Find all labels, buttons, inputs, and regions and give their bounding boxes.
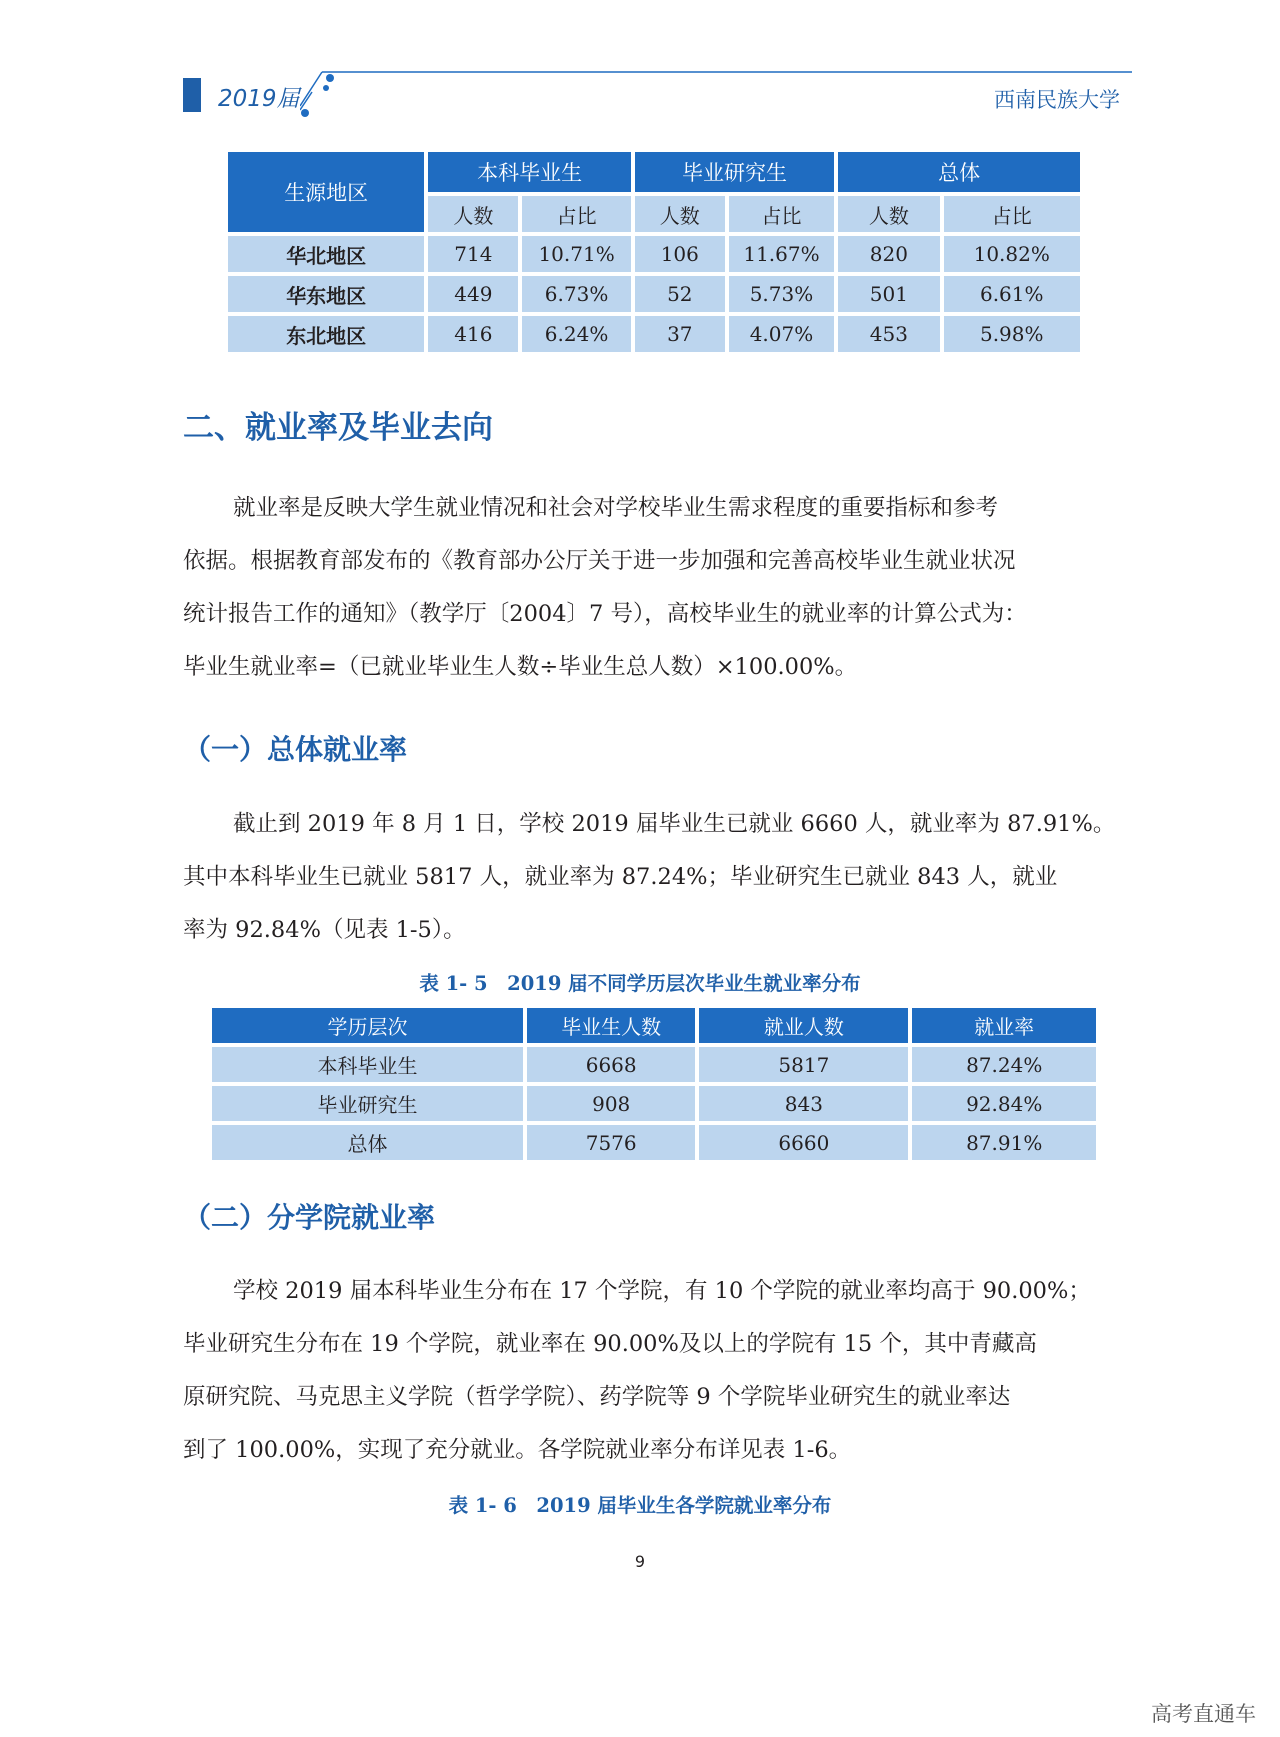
table-cell: 92.84%	[912, 1086, 1096, 1121]
table-cell: 820	[838, 236, 939, 272]
table-cell: 453	[838, 316, 939, 352]
table-caption: 表 1- 5 2019 届不同学历层次毕业生就业率分布	[419, 972, 861, 995]
table-cell: 449	[428, 276, 518, 312]
paragraph-line: 就业率是反映大学生就业情况和社会对学校毕业生需求程度的重要指标和参考	[233, 495, 999, 521]
paragraph-line: 统计报告工作的通知》（教学厅〔2004〕7 号），高校毕业生的就业率的计算公式为：	[183, 601, 1027, 627]
table-cell: 714	[428, 236, 518, 272]
table-cell: 843	[699, 1086, 908, 1121]
col-header: 毕业生人数	[527, 1008, 695, 1043]
paragraph-line: 到了 100.00%，实现了充分就业。各学院就业率分布详见表 1-6。	[183, 1437, 852, 1463]
paragraph-line: 其中本科毕业生已就业 5817 人，就业率为 87.24%；毕业研究生已就业 843 人，就业	[183, 864, 1058, 890]
table-cell: 5.73%	[729, 276, 834, 312]
table-row	[212, 1047, 1096, 1082]
row-label: 华北地区	[228, 236, 424, 272]
sub-header: 占比	[522, 196, 631, 232]
subsection-heading: （二）分学院就业率	[183, 1201, 436, 1234]
sub-header: 人数	[838, 196, 939, 232]
table-cell: 908	[527, 1086, 695, 1121]
sub-header: 人数	[428, 196, 518, 232]
table-cell: 10.71%	[522, 236, 631, 272]
paragraph-line: 率为 92.84%（见表 1-5）。	[183, 917, 466, 943]
table-row	[212, 1086, 1096, 1121]
table-cell: 6.73%	[522, 276, 631, 312]
paragraph-line: 截止到 2019 年 8 月 1 日，学校 2019 届毕业生已就业 6660 人，就业率为 87.91%。	[233, 811, 1116, 837]
group-header-total: 总体	[838, 152, 1080, 192]
section-heading: 二、就业率及毕业去向	[183, 410, 493, 446]
col-header: 就业率	[912, 1008, 1096, 1043]
sub-header: 占比	[944, 196, 1081, 232]
table-cell: 10.82%	[944, 236, 1081, 272]
table-cell: 87.91%	[912, 1125, 1096, 1160]
table-cell: 416	[428, 316, 518, 352]
table-cell: 11.67%	[729, 236, 834, 272]
paragraph-line: 毕业研究生分布在 19 个学院，就业率在 90.00%及以上的学院有 15 个，其中青藏高	[183, 1331, 1037, 1357]
paragraph-line: 学校 2019 届本科毕业生分布在 17 个学院，有 10 个学院的就业率均高于 90.00%；	[233, 1278, 1091, 1304]
group-header-undergrad: 本科毕业生	[428, 152, 630, 192]
section-paragraph	[183, 482, 1123, 694]
table-cell: 106	[635, 236, 725, 272]
table-cell: 52	[635, 276, 725, 312]
page-number: 9	[634, 1552, 646, 1571]
employment-rate-table	[208, 1004, 1100, 1164]
table-cell: 5.98%	[944, 316, 1081, 352]
table-row	[228, 276, 1080, 312]
table-cell: 87.24%	[912, 1047, 1096, 1082]
paragraph-line: 毕业生就业率=（已就业毕业生人数÷毕业生总人数）×100.00%。	[183, 654, 858, 680]
subsection-paragraph	[183, 1265, 1123, 1477]
table-cell: 501	[838, 276, 939, 312]
group-header-graduate: 毕业研究生	[635, 152, 834, 192]
region-table	[224, 148, 1084, 356]
table-cell: 6.24%	[522, 316, 631, 352]
row-label: 东北地区	[228, 316, 424, 352]
table-caption: 表 1- 6 2019 届毕业生各学院就业率分布	[448, 1494, 832, 1517]
subsection-paragraph	[183, 798, 1123, 957]
header-year: 2019届	[218, 86, 300, 112]
subsection-heading: （一）总体就业率	[183, 733, 408, 766]
table-row	[212, 1125, 1096, 1160]
paragraph-line: 原研究院、马克思主义学院（哲学学院）、药学院等 9 个学院毕业研究生的就业率达	[183, 1384, 1011, 1410]
row-label: 总体	[212, 1125, 523, 1160]
col-header: 就业人数	[699, 1008, 908, 1043]
watermark: 高考直通车	[1151, 1702, 1256, 1726]
table-cell: 37	[635, 316, 725, 352]
table-cell: 5817	[699, 1047, 908, 1082]
table-cell: 6660	[699, 1125, 908, 1160]
table-cell: 4.07%	[729, 316, 834, 352]
table-cell: 6.61%	[944, 276, 1081, 312]
row-label: 本科毕业生	[212, 1047, 523, 1082]
col-header: 学历层次	[212, 1008, 523, 1043]
paragraph-line: 依据。根据教育部发布的《教育部办公厅关于进一步加强和完善高校毕业生就业状况	[183, 548, 1016, 574]
row-label: 毕业研究生	[212, 1086, 523, 1121]
sub-header: 人数	[635, 196, 725, 232]
table-cell: 7576	[527, 1125, 695, 1160]
table-row	[228, 236, 1080, 272]
table-row	[228, 316, 1080, 352]
sub-header: 占比	[729, 196, 834, 232]
table-cell: 6668	[527, 1047, 695, 1082]
col-header-region: 生源地区	[228, 152, 424, 232]
row-label: 华东地区	[228, 276, 424, 312]
header-accent-bar	[183, 78, 201, 112]
header-university: 西南民族大学	[994, 88, 1120, 112]
